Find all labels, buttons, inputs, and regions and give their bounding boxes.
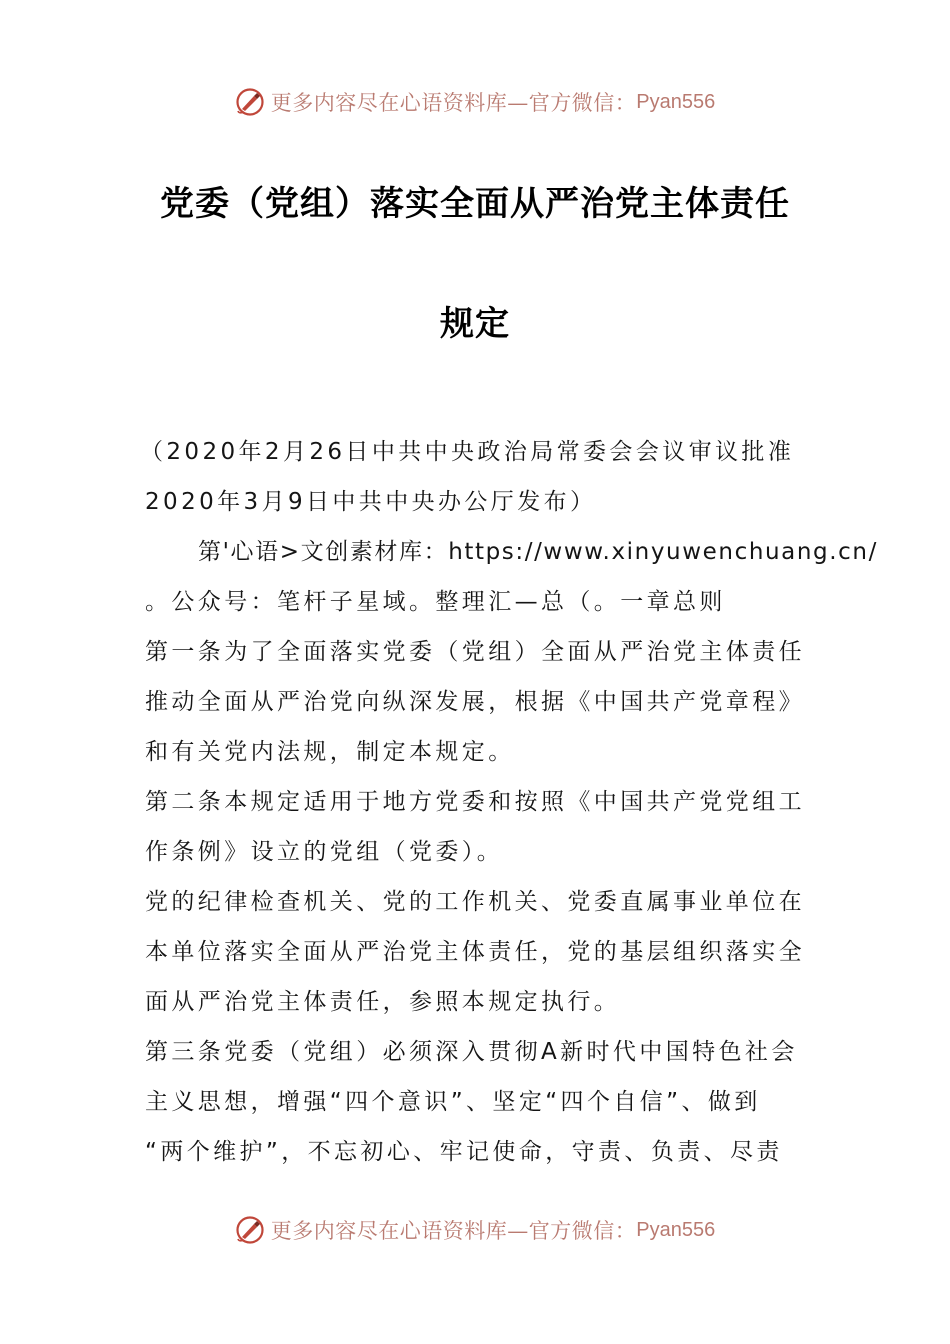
- body-line: 第一条为了全面落实党委（党组）全面从严治党主体责任: [145, 639, 805, 665]
- body-line: 党的纪律检查机关、党的工作机关、党委直属事业单位在: [145, 889, 805, 915]
- pen-logo-icon: [235, 1215, 265, 1245]
- pen-logo-icon: [235, 87, 265, 117]
- watermark-wechat-id: Pyan556: [636, 1218, 716, 1241]
- watermark-banner-top: [0, 82, 950, 122]
- body-line: “两个维护”，不忘初心、牢记使命，守责、负责、尽责: [145, 1139, 783, 1165]
- body-line: 第'心语>文创素材库：https://www.xinyuwenchuang.cn/: [198, 539, 878, 565]
- body-line: 主义思想，增强“四个意识”、坚定“四个自信”、做到: [145, 1089, 761, 1115]
- body-line: （2020年2月26日中共中央政治局常委会会议审议批准: [140, 439, 795, 465]
- body-line: 第二条本规定适用于地方党委和按照《中国共产党党组工: [145, 789, 805, 815]
- document-title-line-2: 规定: [440, 304, 510, 344]
- watermark-text: 更多内容尽在心语资料库—官方微信：: [270, 1219, 637, 1243]
- body-line: 面从严治党主体责任，参照本规定执行。: [145, 989, 621, 1015]
- watermark-banner-bottom: [0, 1210, 950, 1250]
- body-line: 第三条党委（党组）必须深入贯彻A新时代中国特色社会: [145, 1039, 798, 1065]
- watermark-text: 更多内容尽在心语资料库—官方微信：: [270, 91, 637, 115]
- document-title-line-1: 党委（党组）落实全面从严治党主体责任: [160, 184, 790, 224]
- body-line: 2020年3月9日中共中央办公厅发布）: [145, 489, 597, 515]
- body-line: 和有关党内法规，制定本规定。: [145, 739, 515, 765]
- body-line: 推动全面从严治党向纵深发展，根据《中国共产党章程》: [145, 689, 805, 715]
- body-line: 作条例》设立的党组（党委）。: [145, 839, 504, 865]
- body-line: 本单位落实全面从严治党主体责任，党的基层组织落实全: [145, 939, 805, 965]
- watermark-wechat-id: Pyan556: [636, 90, 716, 113]
- body-line: 。公众号：笔杆子星域。整理汇—总（。一章总则: [145, 589, 726, 615]
